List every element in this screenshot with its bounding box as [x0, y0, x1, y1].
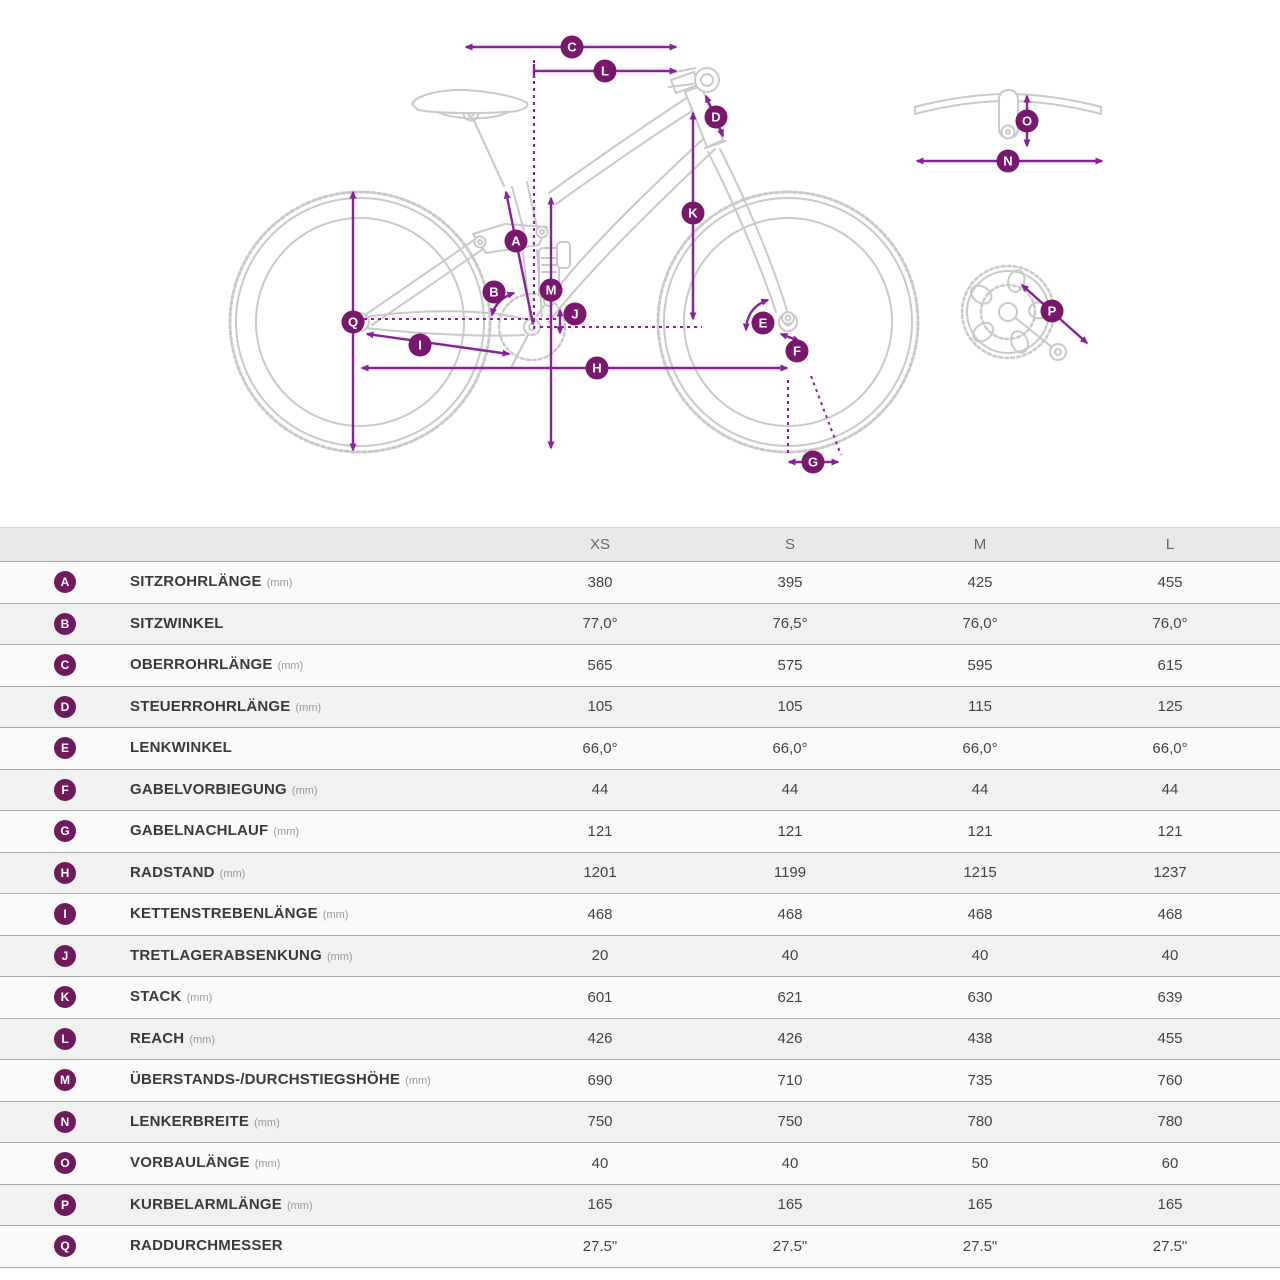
row-value-m: 780: [967, 1113, 993, 1131]
row-badge-cell: [0, 654, 130, 676]
table-row: [0, 1185, 1280, 1227]
row-letter-badge: D: [54, 696, 76, 718]
row-label-cell: [130, 1030, 505, 1048]
row-value-xs: 601: [587, 988, 613, 1006]
table-row: [0, 936, 1280, 978]
marker-B: [483, 281, 506, 304]
table-row: [0, 811, 1280, 853]
row-value-s: 575: [777, 656, 803, 674]
row-value-m: 630: [967, 988, 993, 1006]
geometry-diagram-svg: [0, 0, 1280, 527]
row-badge-cell: [0, 613, 130, 635]
row-label: KETTENSTREBENLÄNGE: [130, 905, 318, 923]
row-value-s: 40: [781, 947, 799, 965]
row-badge-cell: [0, 571, 130, 593]
row-value-l: 639: [1157, 988, 1183, 1006]
row-badge-cell: [0, 945, 130, 967]
row-letter-badge: B: [54, 613, 76, 635]
row-letter-badge: K: [54, 986, 76, 1008]
row-label-cell: [130, 1071, 505, 1089]
row-value-l: 60: [1161, 1154, 1179, 1172]
handlebar-top-view: [915, 90, 1101, 139]
row-unit: (mm): [291, 784, 318, 797]
row-value-xs: 380: [587, 573, 613, 591]
row-value-l: 455: [1157, 1030, 1183, 1048]
row-label-cell: [130, 822, 505, 840]
row-label: RADDURCHMESSER: [130, 1237, 283, 1255]
row-letter-badge: A: [54, 571, 76, 593]
row-value-s: 621: [777, 988, 803, 1006]
row-value-l: 27.5": [1152, 1237, 1188, 1255]
row-unit: (mm): [322, 909, 349, 922]
row-unit: (mm): [405, 1075, 431, 1088]
row-letter-badge: C: [54, 654, 76, 676]
row-value-s: 710: [777, 1071, 803, 1089]
row-value-xs: 20: [591, 947, 609, 965]
svg-text:C: C: [567, 39, 577, 55]
row-value-xs: 750: [587, 1113, 613, 1131]
row-value-s: 27.5": [772, 1237, 808, 1255]
row-value-xs: 690: [587, 1071, 613, 1089]
row-badge-cell: [0, 737, 130, 759]
row-letter-badge: N: [54, 1111, 76, 1133]
row-value-xs: 66,0°: [582, 739, 618, 757]
row-letter-badge: M: [54, 1069, 76, 1091]
row-badge-cell: [0, 862, 130, 884]
row-unit: (mm): [286, 1199, 313, 1212]
svg-text:F: F: [793, 343, 801, 359]
svg-text:B: B: [489, 284, 499, 300]
row-unit: (mm): [266, 577, 293, 590]
row-value-s: 44: [781, 781, 799, 799]
row-letter-badge: F: [54, 779, 76, 801]
size-header-s: S: [784, 536, 795, 553]
row-letter-badge: H: [54, 862, 76, 884]
row-label-cell: [130, 1196, 505, 1214]
row-value-xs: 105: [587, 698, 613, 716]
row-value-s: 121: [777, 822, 803, 840]
table-row: [0, 728, 1280, 770]
row-badge-cell: [0, 779, 130, 801]
row-label: STEUERROHRLÄNGE: [130, 697, 291, 715]
row-label: GABELNACHLAUF: [130, 822, 269, 840]
marker-I: [409, 334, 432, 357]
table-row: [0, 1019, 1280, 1061]
row-value-m: 121: [967, 822, 993, 840]
row-label: SITZROHRLÄNGE: [130, 573, 262, 591]
row-label: STACK: [130, 988, 182, 1006]
geometry-diagram: [0, 0, 1280, 527]
row-letter-badge: L: [54, 1028, 76, 1050]
row-value-m: 735: [967, 1071, 993, 1089]
marker-Q: [342, 311, 365, 334]
row-value-m: 40: [971, 947, 989, 965]
row-label-cell: [130, 1154, 505, 1172]
row-value-xs: 1201: [583, 864, 617, 882]
marker-N: [997, 150, 1020, 173]
row-letter-badge: E: [54, 737, 76, 759]
row-value-s: 105: [777, 698, 803, 716]
row-label-cell: [130, 1237, 505, 1255]
row-value-l: 780: [1157, 1113, 1183, 1131]
row-label-cell: [130, 739, 505, 757]
marker-C: [561, 36, 584, 59]
svg-text:I: I: [418, 337, 422, 353]
marker-D: [705, 106, 728, 129]
svg-text:H: H: [592, 360, 602, 376]
row-value-s: 40: [781, 1154, 799, 1172]
row-label: OBERROHRLÄNGE: [130, 656, 273, 674]
marker-A: [505, 230, 528, 253]
row-value-l: 125: [1157, 698, 1183, 716]
table-row: [0, 562, 1280, 604]
row-label: ÜBERSTANDS-/DURCHSTIEGSHÖHE: [130, 1071, 401, 1089]
row-badge-cell: [0, 820, 130, 842]
table-row: [0, 977, 1280, 1019]
table-row: [0, 687, 1280, 729]
row-letter-badge: G: [54, 820, 76, 842]
table-row: [0, 604, 1280, 646]
row-label: SITZWINKEL: [130, 614, 224, 632]
row-value-l: 66,0°: [1152, 739, 1188, 757]
table-row: [0, 1143, 1280, 1185]
table-row: [0, 1060, 1280, 1102]
marker-J: [564, 303, 587, 326]
row-value-xs: 77,0°: [582, 615, 618, 633]
row-value-m: 66,0°: [962, 739, 998, 757]
row-value-m: 50: [971, 1154, 989, 1172]
row-value-m: 595: [967, 656, 993, 674]
row-label: TRETLAGERABSENKUNG: [130, 946, 322, 964]
row-label: KURBELARMLÄNGE: [130, 1195, 282, 1213]
row-letter-badge: Q: [54, 1235, 76, 1257]
row-badge-cell: [0, 1069, 130, 1091]
row-value-s: 468: [777, 905, 803, 923]
row-unit: (mm): [189, 1033, 215, 1046]
marker-F: [786, 340, 809, 363]
row-value-s: 165: [777, 1196, 803, 1214]
row-value-s: 750: [777, 1113, 803, 1131]
row-label-cell: [130, 698, 505, 716]
row-value-l: 1237: [1153, 864, 1187, 882]
row-value-l: 165: [1157, 1196, 1183, 1214]
row-value-xs: 165: [587, 1196, 613, 1214]
row-value-l: 44: [1161, 781, 1179, 799]
svg-text:D: D: [711, 109, 721, 125]
svg-text:G: G: [807, 454, 819, 470]
size-header-l: L: [1165, 536, 1175, 553]
marker-M: [540, 279, 563, 302]
row-value-s: 76,5°: [772, 615, 808, 633]
row-letter-badge: J: [54, 945, 76, 967]
row-badge-cell: [0, 1028, 130, 1050]
marker-P: [1041, 300, 1064, 323]
svg-text:J: J: [571, 306, 579, 322]
marker-O: [1016, 110, 1039, 133]
row-value-l: 76,0°: [1152, 615, 1188, 633]
bike-side-view: [230, 68, 1101, 452]
svg-text:Q: Q: [347, 314, 359, 330]
row-badge-cell: [0, 986, 130, 1008]
row-unit: (mm): [254, 1116, 280, 1129]
row-value-xs: 27.5": [582, 1237, 618, 1255]
row-label-cell: [130, 615, 505, 633]
svg-text:E: E: [758, 315, 768, 331]
row-value-m: 438: [967, 1030, 993, 1048]
row-label-cell: [130, 656, 505, 674]
row-label-cell: [130, 864, 505, 882]
row-letter-badge: P: [54, 1194, 76, 1216]
row-value-l: 468: [1157, 905, 1183, 923]
row-value-m: 76,0°: [962, 615, 998, 633]
size-header-xs: XS: [589, 536, 610, 553]
row-label-cell: [130, 1113, 505, 1131]
svg-text:M: M: [545, 282, 557, 298]
row-value-l: 455: [1157, 573, 1183, 591]
svg-text:P: P: [1047, 303, 1057, 319]
marker-L: [594, 60, 617, 83]
row-label: GABELVORBIEGUNG: [130, 780, 287, 798]
row-value-xs: 426: [587, 1030, 613, 1048]
row-label-cell: [130, 905, 505, 923]
table-row: [0, 645, 1280, 687]
row-value-m: 115: [968, 698, 992, 716]
row-unit: (mm): [254, 1158, 281, 1171]
table-row: [0, 770, 1280, 812]
row-value-m: 165: [967, 1196, 993, 1214]
row-value-l: 121: [1157, 822, 1183, 840]
table-row: [0, 853, 1280, 895]
row-label-cell: [130, 781, 505, 799]
marker-K: [682, 202, 705, 225]
svg-text:A: A: [511, 233, 521, 249]
row-value-l: 760: [1157, 1071, 1183, 1089]
row-unit: (mm): [273, 826, 300, 839]
table-header-row: [0, 527, 1280, 562]
row-value-s: 426: [777, 1030, 803, 1048]
row-label: REACH: [130, 1029, 185, 1047]
row-label-cell: [130, 947, 505, 965]
row-unit: (mm): [186, 992, 213, 1005]
row-unit: (mm): [326, 950, 353, 963]
marker-G: [802, 451, 825, 474]
row-value-s: 395: [777, 573, 803, 591]
row-badge-cell: [0, 696, 130, 718]
row-letter-badge: I: [54, 903, 76, 925]
row-label: VORBAULÄNGE: [130, 1154, 250, 1172]
svg-text:L: L: [601, 63, 609, 79]
row-value-m: 425: [967, 573, 993, 591]
table-row: [0, 1102, 1280, 1144]
geometry-table-body: [0, 562, 1280, 1268]
marker-H: [586, 357, 609, 380]
row-label: LENKWINKEL: [130, 739, 232, 757]
row-unit: (mm): [219, 867, 246, 880]
row-value-s: 66,0°: [772, 739, 808, 757]
row-value-m: 468: [967, 905, 993, 923]
row-value-s: 1199: [773, 864, 807, 882]
row-value-xs: 565: [587, 656, 613, 674]
row-badge-cell: [0, 1111, 130, 1133]
row-badge-cell: [0, 1235, 130, 1257]
row-value-l: 615: [1157, 656, 1183, 674]
row-label-cell: [130, 573, 505, 591]
row-value-m: 27.5": [962, 1237, 998, 1255]
svg-text:N: N: [1003, 153, 1013, 169]
row-value-xs: 44: [591, 781, 609, 799]
row-label-cell: [130, 988, 505, 1006]
table-row: [0, 894, 1280, 936]
row-unit: (mm): [295, 701, 322, 714]
row-badge-cell: [0, 1194, 130, 1216]
row-value-xs: 121: [587, 822, 613, 840]
row-value-m: 1215: [963, 864, 997, 882]
row-unit: (mm): [277, 660, 304, 673]
size-header-m: M: [973, 536, 987, 553]
row-value-xs: 40: [591, 1154, 609, 1172]
row-label: RADSTAND: [130, 863, 215, 881]
row-value-xs: 468: [587, 905, 613, 923]
row-badge-cell: [0, 903, 130, 925]
row-label: LENKERBREITE: [130, 1112, 250, 1130]
geometry-table: [0, 527, 1280, 1268]
row-value-m: 44: [971, 781, 989, 799]
svg-text:O: O: [1021, 113, 1033, 129]
row-value-l: 40: [1161, 947, 1179, 965]
row-badge-cell: [0, 1152, 130, 1174]
marker-E: [752, 312, 775, 335]
table-row: [0, 1226, 1280, 1268]
svg-text:K: K: [688, 205, 698, 221]
row-letter-badge: O: [54, 1152, 76, 1174]
